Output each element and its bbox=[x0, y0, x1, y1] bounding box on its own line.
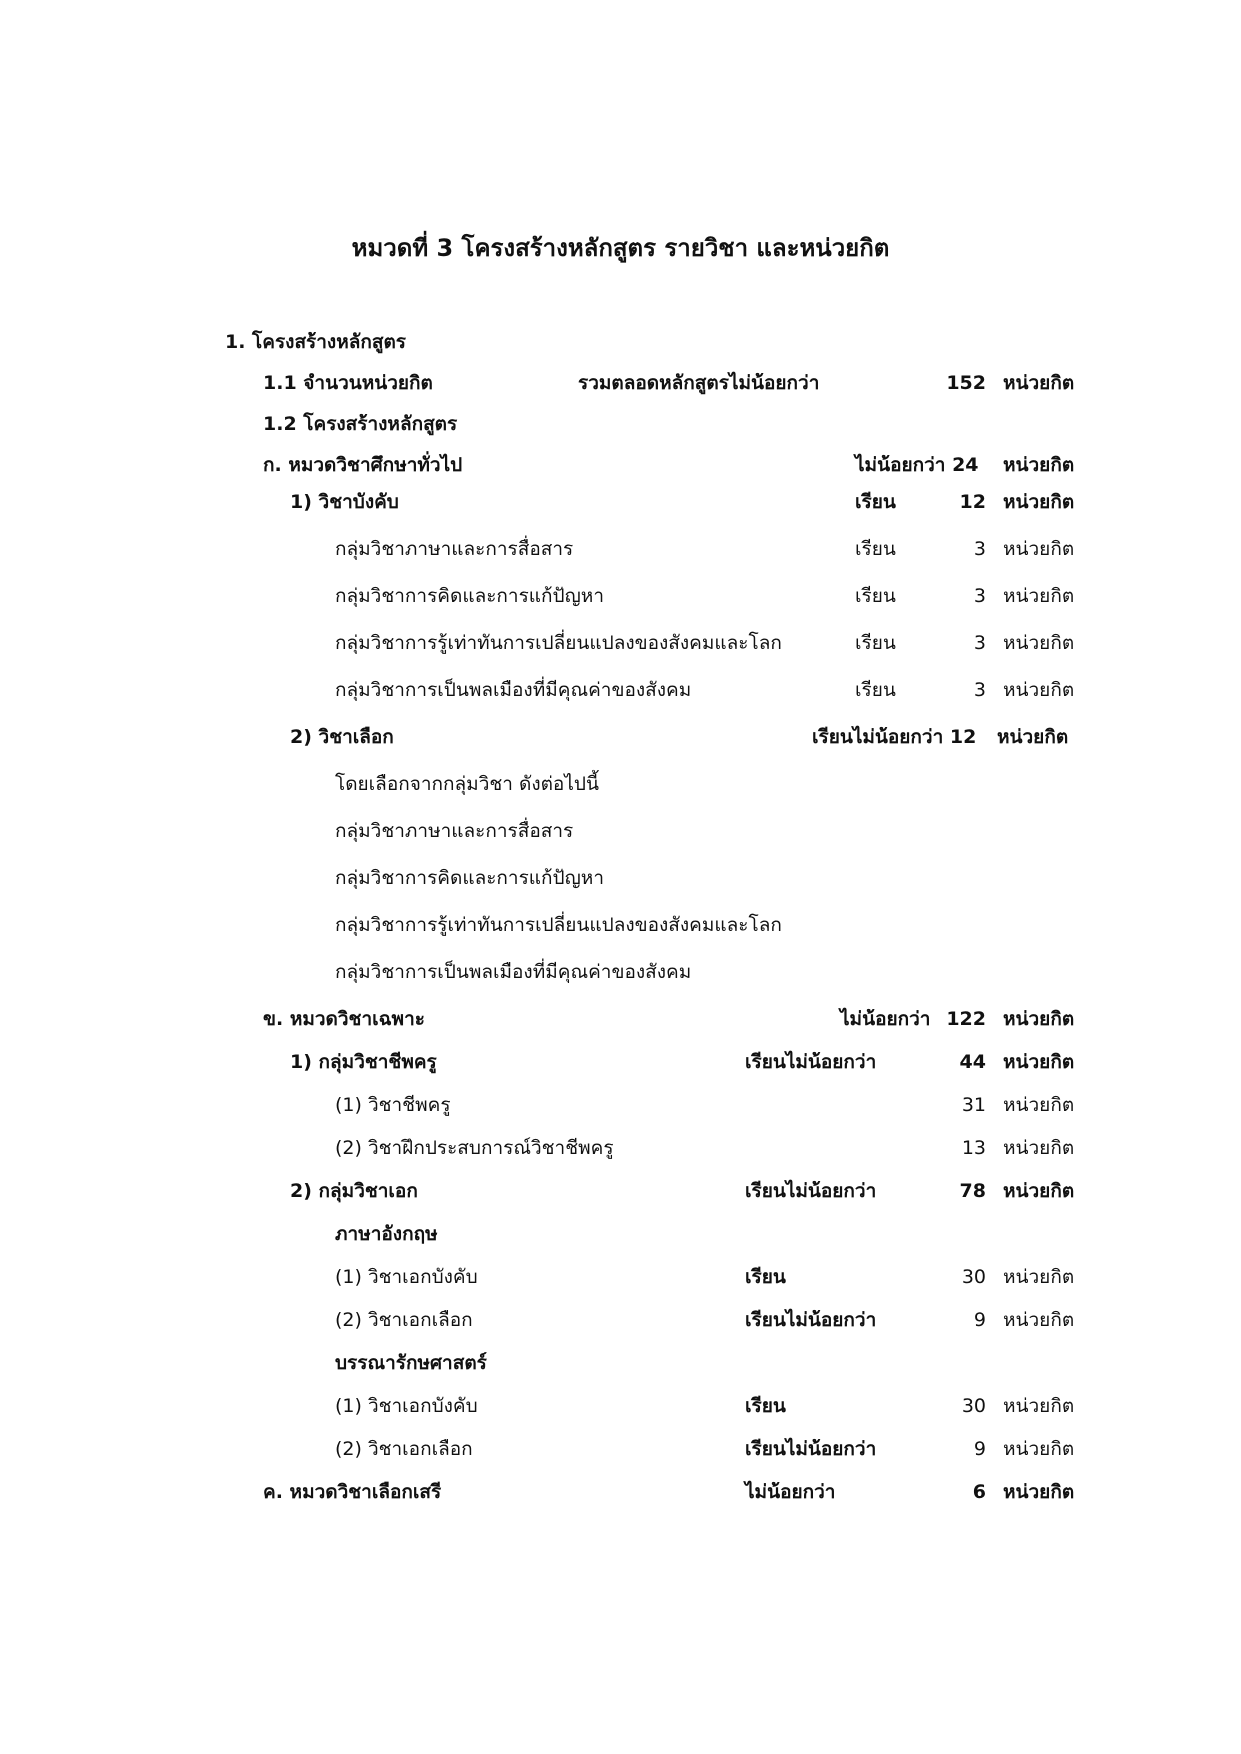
row-credit-number: 6 bbox=[972, 1481, 986, 1503]
credit-total-row bbox=[0, 365, 1241, 401]
row-label: ก. หมวดวิชาศึกษาทั่วไป bbox=[263, 454, 463, 476]
row-credit-number: 3 bbox=[973, 538, 986, 560]
course-group-row bbox=[0, 578, 1241, 614]
row-unit: หน่วยกิต bbox=[1003, 1051, 1075, 1073]
row-credit-number: 3 bbox=[973, 585, 986, 607]
course-item-row bbox=[0, 1431, 1241, 1467]
free-elective-row bbox=[0, 1474, 1241, 1510]
elective-group-row bbox=[0, 907, 1241, 943]
row-requirement: เรียน bbox=[855, 585, 896, 607]
row-credit-number: 9 bbox=[973, 1438, 986, 1460]
row-unit: หน่วยกิต bbox=[1003, 1180, 1075, 1202]
course-name: (1) วิชาเอกบังคับ bbox=[335, 1266, 478, 1288]
elective-group-row bbox=[0, 813, 1241, 849]
course-item-row bbox=[0, 1130, 1241, 1166]
row-unit: หน่วยกิต bbox=[1003, 1309, 1075, 1331]
elective-intro-row bbox=[0, 766, 1241, 802]
major-track-heading bbox=[0, 1216, 1241, 1252]
major-row bbox=[0, 1173, 1241, 1209]
row-unit: หน่วยกิต bbox=[1003, 632, 1075, 654]
course-name: (2) วิชาฝึกประสบการณ์วิชาชีพครู bbox=[335, 1137, 614, 1159]
row-credit-number: 44 bbox=[959, 1051, 986, 1073]
group-name: กลุ่มวิชาภาษาและการสื่อสาร bbox=[335, 538, 574, 560]
course-group-row bbox=[0, 672, 1241, 708]
course-group-row bbox=[0, 625, 1241, 661]
row-credit-number: 3 bbox=[973, 632, 986, 654]
row-unit: หน่วยกิต bbox=[1003, 1137, 1075, 1159]
row-credit-number: 122 bbox=[946, 1008, 986, 1030]
section-heading bbox=[0, 324, 1241, 360]
row-credit-number: 12 bbox=[959, 491, 986, 513]
row-unit: หน่วยกิต bbox=[1003, 538, 1075, 560]
row-label: 1.1 จำนวนหน่วยกิต bbox=[263, 372, 433, 394]
row-requirement: เรียนไม่น้อยกว่า bbox=[745, 1180, 877, 1202]
course-item-row bbox=[0, 1259, 1241, 1295]
row-credit-number: 9 bbox=[973, 1309, 986, 1331]
row-credit-number: 30 bbox=[961, 1395, 986, 1417]
elective-course-row bbox=[0, 719, 1241, 755]
row-unit: หน่วยกิต bbox=[1003, 1008, 1075, 1030]
group-name: กลุ่มวิชาการรู้เท่าทันการเปลี่ยนแปลงของสังคมและโลก bbox=[335, 632, 782, 654]
track-name: ภาษาอังกฤษ bbox=[335, 1223, 438, 1245]
row-label: 1.2 โครงสร้างหลักสูตร bbox=[263, 413, 458, 435]
row-unit: หน่วยกิต bbox=[1003, 679, 1075, 701]
row-requirement: เรียน bbox=[855, 679, 896, 701]
course-item-row bbox=[0, 1388, 1241, 1424]
row-unit: หน่วยกิต bbox=[1003, 1094, 1075, 1116]
general-education-row bbox=[0, 447, 1241, 483]
track-name: บรรณารักษศาสตร์ bbox=[335, 1352, 487, 1374]
row-unit: หน่วยกิต bbox=[1003, 585, 1075, 607]
row-requirement: ไม่น้อยกว่า bbox=[840, 1008, 931, 1030]
row-requirement: เรียน bbox=[745, 1395, 786, 1417]
row-unit: หน่วยกิต bbox=[997, 726, 1069, 748]
row-requirement: เรียน bbox=[745, 1266, 786, 1288]
elective-group-row bbox=[0, 860, 1241, 896]
section-title: 1. โครงสร้างหลักสูตร bbox=[225, 331, 407, 353]
group-name: กลุ่มวิชาการคิดและการแก้ปัญหา bbox=[335, 867, 604, 889]
group-name: กลุ่มวิชาภาษาและการสื่อสาร bbox=[335, 820, 574, 842]
row-requirement: เรียนไม่น้อยกว่า bbox=[745, 1438, 877, 1460]
row-unit: หน่วยกิต bbox=[1003, 1266, 1075, 1288]
row-requirement: ไม่น้อยกว่า 24 bbox=[855, 454, 979, 476]
row-requirement: รวมตลอดหลักสูตรไม่น้อยกว่า bbox=[578, 372, 820, 394]
row-unit: หน่วยกิต bbox=[1003, 1395, 1075, 1417]
group-name: กลุ่มวิชาการเป็นพลเมืองที่มีคุณค่าของสังคม bbox=[335, 961, 692, 983]
row-requirement: เรียนไม่น้อยกว่า bbox=[745, 1051, 877, 1073]
row-credit-number: 3 bbox=[973, 679, 986, 701]
course-item-row bbox=[0, 1087, 1241, 1123]
page-title: หมวดที่ 3 โครงสร้างหลักสูตร รายวิชา และหน่วยกิต bbox=[351, 234, 890, 262]
row-label: 1) กลุ่มวิชาชีพครู bbox=[290, 1051, 437, 1073]
row-label: 2) กลุ่มวิชาเอก bbox=[290, 1180, 418, 1202]
row-requirement: เรียนไม่น้อยกว่า 12 bbox=[812, 726, 977, 748]
row-label: 2) วิชาเลือก bbox=[290, 726, 394, 748]
row-credit-number: 30 bbox=[961, 1266, 986, 1288]
required-course-row bbox=[0, 484, 1241, 520]
row-requirement: เรียน bbox=[855, 538, 896, 560]
row-unit: หน่วยกิต bbox=[1003, 491, 1075, 513]
course-name: (1) วิชาเอกบังคับ bbox=[335, 1395, 478, 1417]
row-credit-number: 152 bbox=[946, 372, 986, 394]
course-item-row bbox=[0, 1302, 1241, 1338]
row-unit: หน่วยกิต bbox=[1003, 454, 1075, 476]
group-name: กลุ่มวิชาการเป็นพลเมืองที่มีคุณค่าของสังคม bbox=[335, 679, 692, 701]
row-unit: หน่วยกิต bbox=[1003, 1481, 1075, 1503]
group-name: กลุ่มวิชาการรู้เท่าทันการเปลี่ยนแปลงของสังคมและโลก bbox=[335, 914, 782, 936]
row-credit-number: 78 bbox=[959, 1180, 986, 1202]
row-requirement: เรียน bbox=[855, 491, 896, 513]
row-requirement: เรียนไม่น้อยกว่า bbox=[745, 1309, 877, 1331]
course-name: (2) วิชาเอกเลือก bbox=[335, 1309, 473, 1331]
row-label: ค. หมวดวิชาเลือกเสรี bbox=[263, 1481, 442, 1503]
teaching-profession-row bbox=[0, 1044, 1241, 1080]
row-label: 1) วิชาบังคับ bbox=[290, 491, 399, 513]
course-group-row bbox=[0, 531, 1241, 567]
group-name: กลุ่มวิชาการคิดและการแก้ปัญหา bbox=[335, 585, 604, 607]
elective-intro: โดยเลือกจากกลุ่มวิชา ดังต่อไปนี้ bbox=[335, 773, 599, 795]
row-credit-number: 31 bbox=[961, 1094, 986, 1116]
course-name: (1) วิชาชีพครู bbox=[335, 1094, 451, 1116]
specific-courses-row bbox=[0, 1001, 1241, 1037]
row-requirement: เรียน bbox=[855, 632, 896, 654]
structure-heading bbox=[0, 406, 1241, 442]
row-unit: หน่วยกิต bbox=[1003, 1438, 1075, 1460]
major-track-heading bbox=[0, 1345, 1241, 1381]
row-label: ข. หมวดวิชาเฉพาะ bbox=[263, 1008, 425, 1030]
elective-group-row bbox=[0, 954, 1241, 990]
row-credit-number: 13 bbox=[961, 1137, 986, 1159]
row-unit: หน่วยกิต bbox=[1003, 372, 1075, 394]
row-requirement: ไม่น้อยกว่า bbox=[745, 1481, 836, 1503]
course-name: (2) วิชาเอกเลือก bbox=[335, 1438, 473, 1460]
